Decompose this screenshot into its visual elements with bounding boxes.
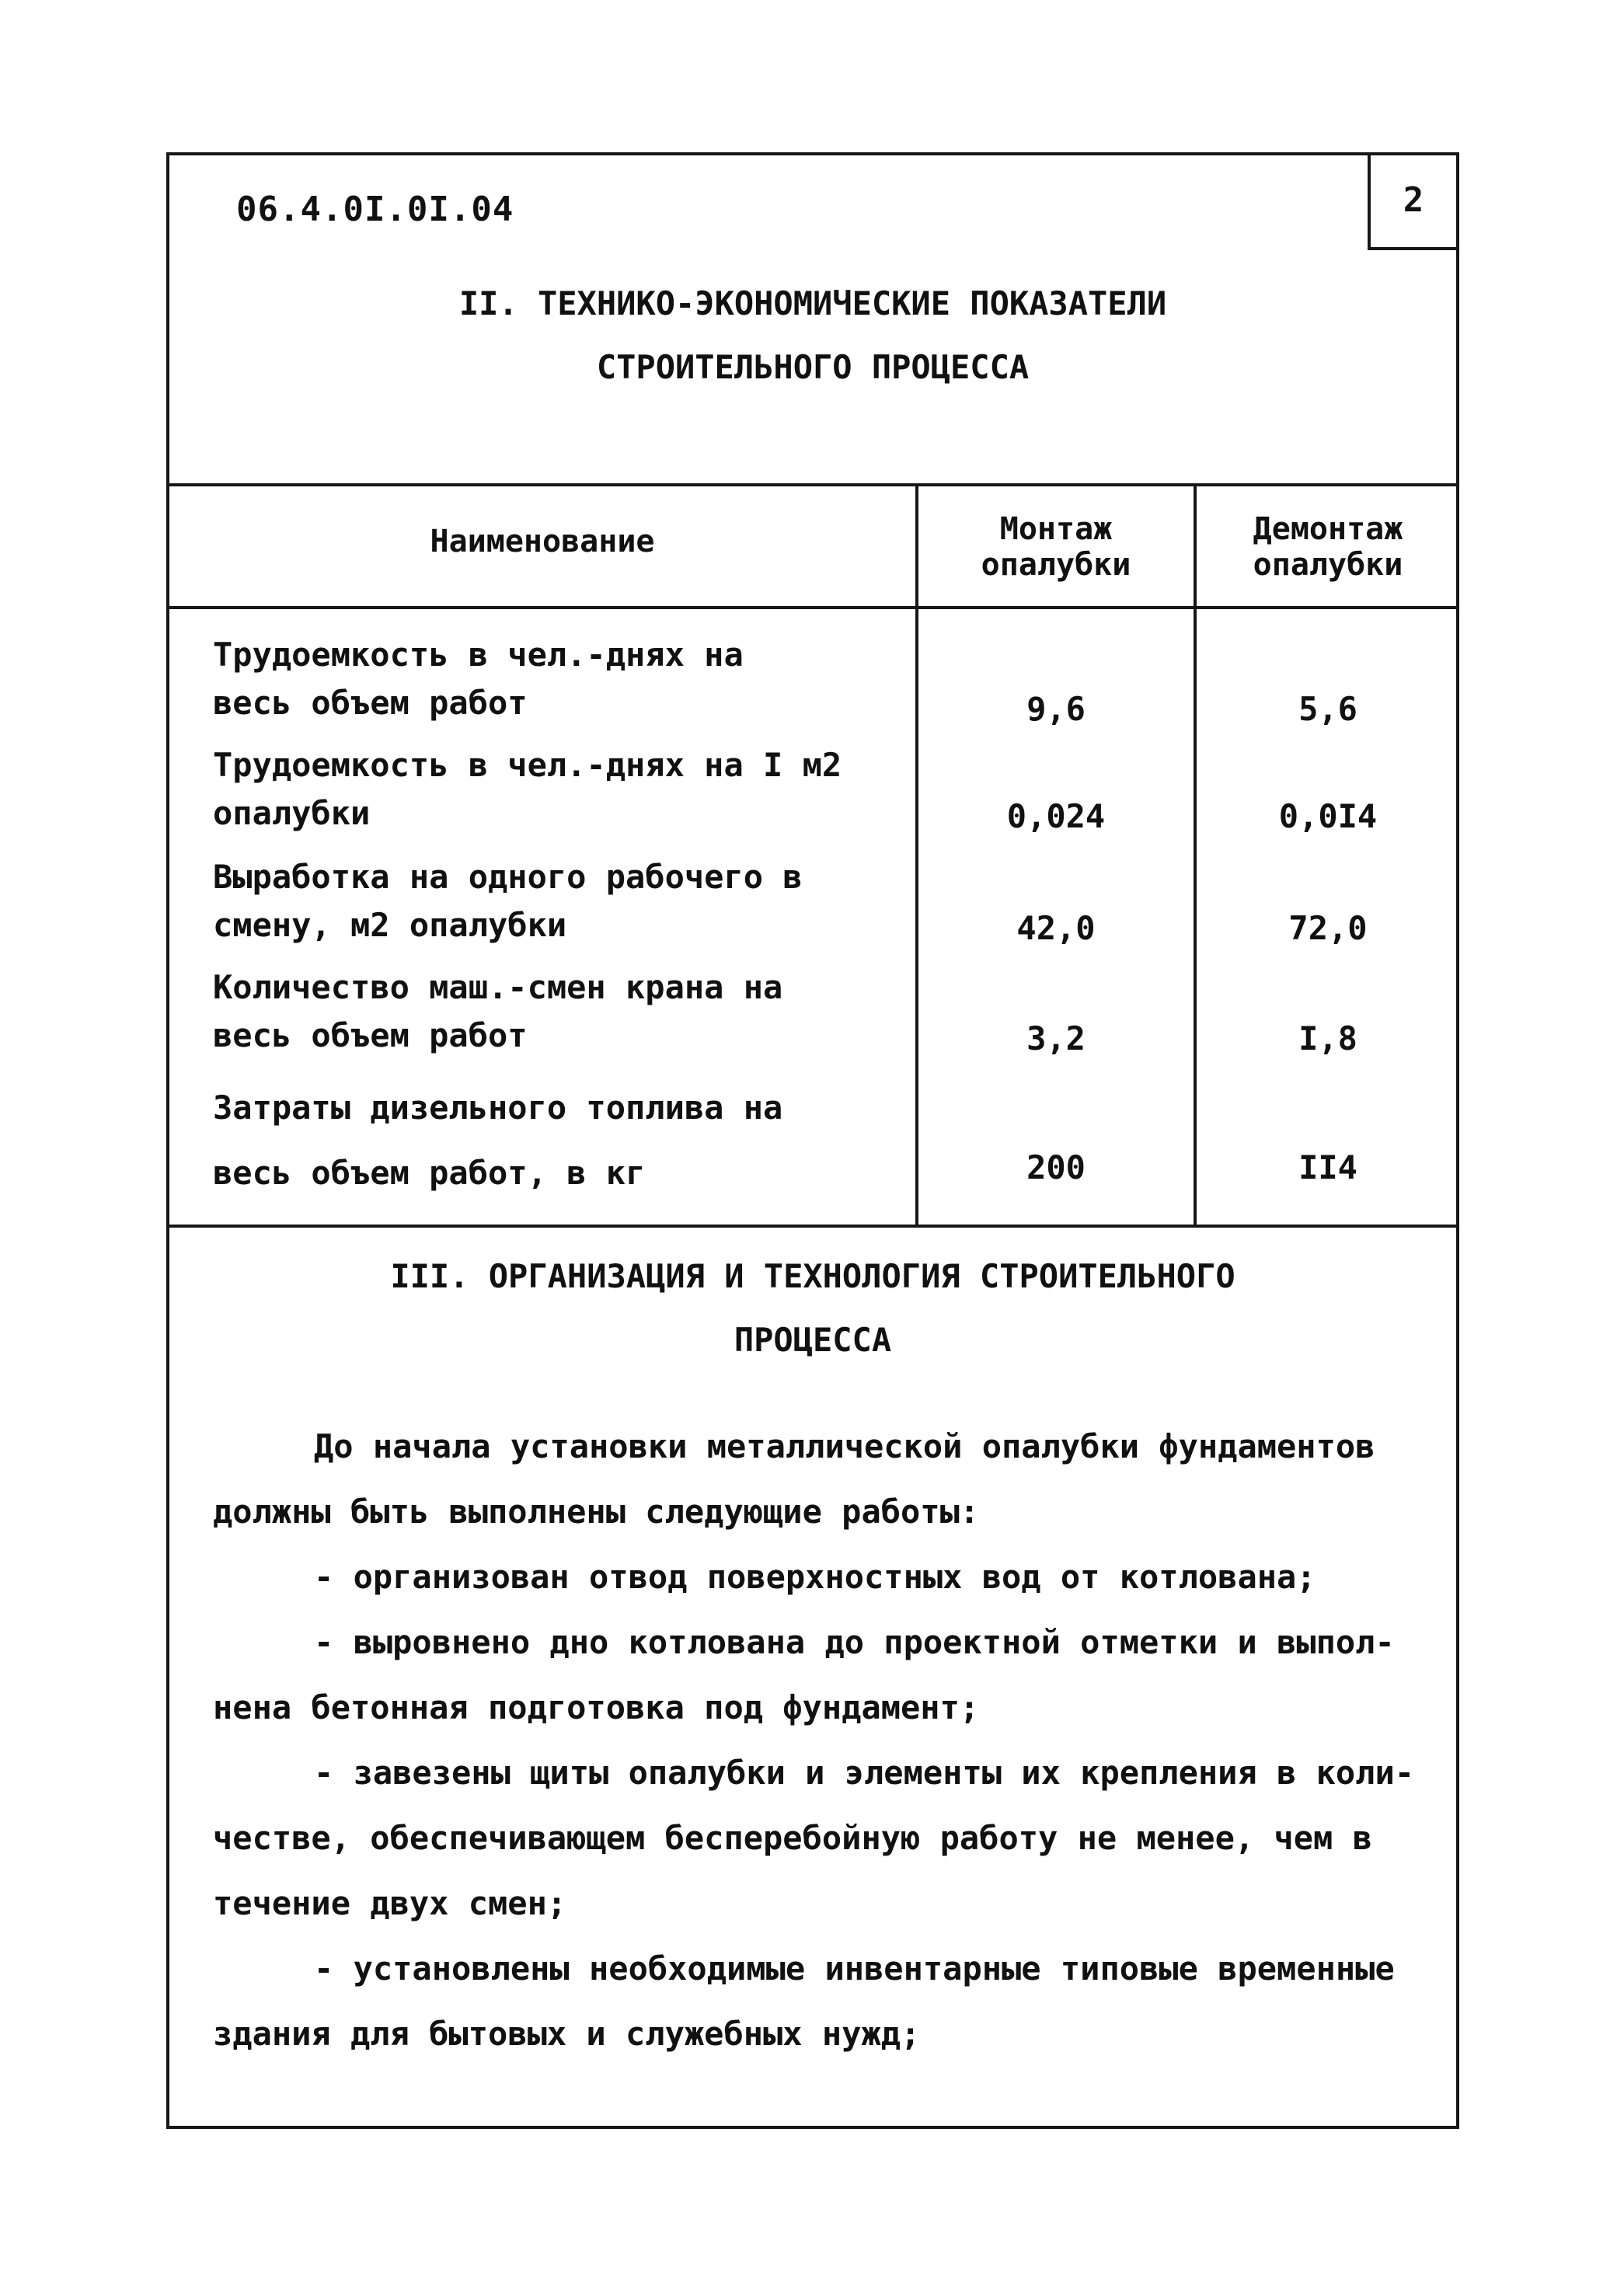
section3-title-line1: III. ОРГАНИЗАЦИЯ И ТЕХНОЛОГИЯ СТРОИТЕЛЬНОГО: [390, 1257, 1235, 1295]
table-col-divider-1: [915, 483, 918, 1225]
list-item-line: нена бетонная подготовка под фундамент;: [213, 1688, 980, 1726]
row-label-line: весь объем работ: [213, 684, 528, 722]
row-label-line: Трудоемкость в чел.-днях на: [213, 636, 744, 674]
row-label-line: Трудоемкость в чел.-днях на I м2: [213, 746, 842, 784]
row-dismount-value: II4: [1298, 1148, 1357, 1186]
list-item-line: - установлены необходимые инвентарные типовые временные: [314, 1949, 1395, 1988]
paragraph-line: До начала установки металлической опалубки фундаментов: [314, 1427, 1375, 1465]
row-dismount-value: 0,0I4: [1278, 797, 1378, 835]
list-item-line: течение двух смен;: [213, 1884, 567, 1922]
column-header-dismount-line1: Демонтаж: [1253, 511, 1403, 547]
document-frame: [166, 152, 1459, 2129]
table-col-divider-2: [1194, 483, 1197, 1225]
row-label-line: Выработка на одного рабочего в: [213, 858, 803, 896]
table-row-label: [213, 963, 897, 1060]
row-label-line: смену, м2 опалубки: [213, 906, 567, 944]
paragraph-line: должны быть выполнены следующие работы:: [213, 1493, 980, 1531]
column-header-dismount-line2: опалубки: [1253, 547, 1403, 583]
list-item-line: здания для бытовых и служебных нужд;: [213, 2015, 921, 2053]
table-top-line: [169, 483, 1456, 486]
list-item-line: честве, обеспечивающем бесперебойную работу не менее, чем в: [213, 1819, 1372, 1857]
table-bottom-line: [169, 1225, 1456, 1228]
row-mount-value: 42,0: [1016, 909, 1096, 947]
row-dismount-value: I,8: [1298, 1019, 1357, 1057]
table-row-label: [213, 631, 897, 727]
list-item-line: - организован отвод поверхностных вод от котлована;: [314, 1558, 1316, 1596]
table-header-line: [169, 606, 1456, 609]
row-dismount-value: 5,6: [1298, 690, 1357, 728]
row-label-line: Количество маш.-смен крана на: [213, 968, 783, 1006]
column-header-name: Наименование: [430, 524, 655, 559]
table-row-label: [213, 853, 897, 949]
column-header-mount-line1: Монтаж: [999, 511, 1113, 547]
section2-title-line1: II. ТЕХНИКО-ЭКОНОМИЧЕСКИЕ ПОКАЗАТЕЛИ: [458, 284, 1167, 322]
row-mount-value: 0,024: [1006, 797, 1106, 835]
row-label-line: опалубки: [213, 794, 371, 832]
table-row-label: [213, 741, 897, 838]
row-mount-value: 9,6: [1026, 690, 1086, 728]
row-label-line: весь объем работ: [213, 1016, 528, 1054]
row-label-line: Затраты дизельного топлива на: [213, 1089, 783, 1127]
row-mount-value: 3,2: [1026, 1019, 1086, 1057]
list-item-line: - завезены щиты опалубки и элементы их крепления в коли-: [314, 1754, 1415, 1792]
section3-title-line2: ПРОЦЕССА: [734, 1321, 892, 1359]
document-code: 06.4.0I.0I.04: [236, 190, 514, 229]
section2-title-line2: СТРОИТЕЛЬНОГО ПРОЦЕССА: [596, 348, 1030, 386]
table-row-label: [213, 1075, 897, 1206]
row-dismount-value: 72,0: [1288, 909, 1368, 947]
column-header-mount-line2: опалубки: [981, 547, 1131, 583]
row-label-line: весь объем работ, в кг: [213, 1154, 646, 1192]
row-mount-value: 200: [1026, 1148, 1086, 1186]
page-number: 2: [1368, 152, 1459, 250]
section3-body: [213, 1414, 1425, 2067]
list-item-line: - выровнено дно котлована до проектной отметки и выпол-: [314, 1623, 1395, 1661]
